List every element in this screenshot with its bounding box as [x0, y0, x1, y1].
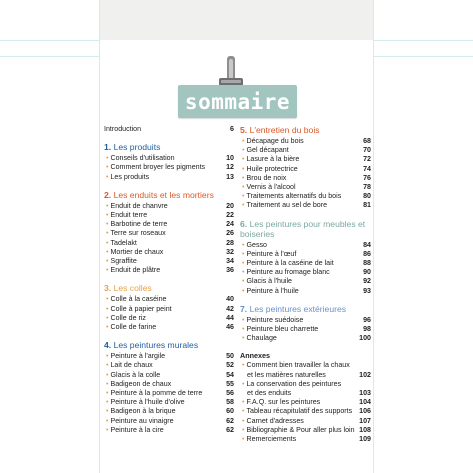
toc-entry[interactable] — [104, 305, 234, 314]
toc-entry-title: et les matières naturelles — [247, 370, 326, 379]
toc-entry[interactable] — [104, 398, 234, 407]
toc-entry[interactable] — [104, 220, 234, 229]
toc-entry[interactable] — [104, 266, 234, 275]
toc-entry[interactable] — [104, 248, 234, 257]
toc-entry[interactable] — [240, 268, 371, 277]
toc-annexes-heading[interactable]: Annexes — [240, 351, 270, 361]
toc-entry-page: 96 — [363, 315, 371, 324]
toc-entry-title: • Traitements alternatifs du bois — [242, 192, 359, 201]
toc-entry-title: • Colle à papier peint — [106, 305, 222, 314]
toc-section-title: Les peintures murales — [113, 340, 199, 351]
toc-entry-page: 107 — [359, 416, 371, 425]
toc-entry-page: 10 — [226, 154, 234, 163]
toc-entry[interactable] — [240, 165, 371, 174]
toc-section-heading[interactable] — [240, 219, 371, 239]
toc-entry[interactable] — [104, 257, 234, 266]
toc-entry-title: • Peinture à la cire — [106, 426, 222, 435]
sommaire-banner — [178, 85, 297, 118]
toc-entry-page: 72 — [363, 155, 371, 164]
toc-entry-page: 42 — [226, 304, 234, 313]
toc-entry-page: 6 — [230, 125, 234, 133]
toc-entry-title: • Carnet d'adresses — [242, 417, 359, 426]
toc-section-heading[interactable] — [104, 142, 234, 152]
toc-entry[interactable] — [240, 334, 371, 343]
toc-section-heading[interactable] — [104, 283, 234, 293]
toc-entry-page: 80 — [363, 192, 371, 201]
toc-entry-page: 52 — [226, 361, 234, 370]
toc-entry-page: 103 — [359, 389, 371, 398]
toc-section-number: 3. — [104, 283, 114, 294]
toc-entry[interactable] — [104, 154, 234, 163]
sommaire-title: sommaire — [184, 89, 291, 114]
toc-entry-title: • Colle de farine — [106, 323, 222, 332]
toc-entry[interactable] — [240, 316, 371, 325]
toc-entry-title: • Décapage du bois — [242, 137, 359, 146]
toc-entry[interactable] — [240, 174, 371, 183]
toc-section-number: 4. — [104, 340, 114, 351]
toc-section-title: Les enduits et les mortiers — [113, 189, 214, 200]
toc-entry[interactable] — [240, 380, 371, 389]
toc-entry[interactable] — [104, 314, 234, 323]
toc-entry[interactable] — [104, 371, 234, 380]
toc-entry-page: 40 — [226, 295, 234, 304]
toc-entry[interactable] — [240, 201, 371, 210]
toc-entry-page: 50 — [226, 352, 234, 361]
toc-entry-page: 106 — [359, 407, 371, 416]
toc-entry-title: • Peinture au vinaigre — [106, 417, 222, 426]
toc-entry-title: • Colle de riz — [106, 314, 222, 323]
toc-entry[interactable] — [104, 389, 234, 398]
toc-entry-title: • Chaulage — [242, 334, 359, 343]
toc-entry-title: • Traitement au sel de bore — [242, 201, 359, 210]
toc-entry[interactable] — [240, 259, 371, 268]
toc-entry-page: 93 — [363, 286, 371, 295]
toc-entry-page: 98 — [363, 325, 371, 334]
toc-entry[interactable] — [240, 192, 371, 201]
toc-entry-title: • Bibliographie & Pour aller plus loin — [242, 426, 359, 435]
toc-entry-title: • Vernis à l'alcool — [242, 183, 359, 192]
toc-entry-title: • Lait de chaux — [106, 361, 222, 370]
toc-entry[interactable] — [104, 239, 234, 248]
toc-entry-title: • F.A.Q. sur les peintures — [242, 398, 359, 407]
toc-entry[interactable] — [240, 325, 371, 334]
toc-entry[interactable] — [104, 295, 234, 304]
toc-entry-title: • Enduit terre — [106, 211, 222, 220]
toc-entry-title: • Huile protectrice — [242, 165, 359, 174]
toc-entry-page: 62 — [226, 425, 234, 434]
toc-section-number: 5. — [240, 125, 250, 135]
layout-guide-right — [373, 0, 374, 473]
toc-entry[interactable] — [240, 183, 371, 192]
toc-entry-page: 44 — [226, 313, 234, 322]
page-top-band — [100, 0, 373, 40]
toc-entry-title: • Barbotine de terre — [106, 220, 222, 229]
toc-entry-title: et des enduits — [247, 389, 292, 398]
toc-entry-page: 76 — [363, 173, 371, 182]
toc-entry[interactable] — [104, 173, 234, 182]
toc-entry[interactable] — [104, 323, 234, 332]
toc-entry-title: • Peinture suédoise — [242, 316, 359, 325]
toc-entry-page: 86 — [363, 249, 371, 258]
toc-entry[interactable] — [240, 146, 371, 155]
toc-entry[interactable] — [240, 389, 371, 398]
toc-left-column — [104, 125, 234, 435]
toc-entry[interactable] — [240, 250, 371, 259]
toc-entry-title: • Peinture à l'œuf — [242, 250, 359, 259]
toc-entry-title: • Conseils d'utilisation — [106, 154, 222, 163]
toc-entry-page: 12 — [226, 163, 234, 172]
toc-entry-page: 108 — [359, 425, 371, 434]
toc-entry-page: 55 — [226, 379, 234, 388]
toc-right-column — [240, 125, 371, 444]
toc-section-title: Les produits — [113, 142, 161, 153]
toc-entry-title: • Glacis à l'huile — [242, 277, 359, 286]
toc-entry[interactable] — [240, 426, 371, 435]
toc-entry-page: 54 — [226, 370, 234, 379]
toc-entry-page: 92 — [363, 277, 371, 286]
toc-section-title: Les peintures pour meubles et boiseries — [240, 218, 366, 239]
toc-entry-title: • Enduit de plâtre — [106, 266, 222, 275]
toc-entry[interactable] — [240, 407, 371, 416]
toc-section-heading[interactable] — [104, 340, 234, 350]
toc-entry-page: 81 — [363, 201, 371, 210]
toc-entry-page: 26 — [226, 229, 234, 238]
toc-entry-page: 34 — [226, 257, 234, 266]
toc-entry[interactable] — [240, 287, 371, 296]
toc-entry[interactable] — [240, 241, 371, 250]
toc-entry-page: 24 — [226, 220, 234, 229]
toc-entry-page: 102 — [359, 370, 371, 379]
toc-entry-title: • Gel décapant — [242, 146, 359, 155]
toc-entry-title: • Glacis à la colle — [106, 371, 222, 380]
toc-entry-title: • Peinture à l'argile — [106, 352, 222, 361]
toc-entry-title: • Remerciements — [242, 435, 359, 444]
toc-section-number: 7. — [240, 303, 250, 314]
toc-entry-title: • Tableau récapitulatif des supports — [242, 407, 359, 416]
toc-entry[interactable] — [104, 202, 234, 211]
toc-entry[interactable] — [240, 435, 371, 444]
toc-entry-title: • Comment bien travailler la chaux — [242, 361, 359, 370]
toc-entry-title: • Badigeon de chaux — [106, 380, 222, 389]
toc-entry-page: 58 — [226, 398, 234, 407]
toc-introduction[interactable] — [104, 125, 234, 134]
toc-entry-title: • Colle à la caséine — [106, 295, 222, 304]
toc-entry-title: • Peinture à la pomme de terre — [106, 389, 222, 398]
toc-entry[interactable] — [104, 211, 234, 220]
toc-entry-page: 22 — [226, 211, 234, 220]
toc-entry-title: • Enduit de chanvre — [106, 202, 222, 211]
toc-entry-page: 13 — [226, 172, 234, 181]
toc-entry-page: 62 — [226, 416, 234, 425]
toc-entry[interactable] — [240, 417, 371, 426]
toc-entry-page: 100 — [359, 334, 371, 343]
toc-entry-page: 28 — [226, 238, 234, 247]
toc-entry-title: • Peinture à la caséine de lait — [242, 259, 359, 268]
toc-entry-title: • Badigeon à la brique — [106, 407, 222, 416]
toc-entry[interactable] — [104, 380, 234, 389]
toc-entry-title: • Peinture à l'huile — [242, 287, 359, 296]
toc-entry-page: 46 — [226, 323, 234, 332]
toc-entry[interactable] — [104, 426, 234, 435]
toc-entry[interactable] — [240, 277, 371, 286]
toc-entry-page: 68 — [363, 137, 371, 145]
toc-entry-page: 88 — [363, 259, 371, 268]
toc-entry-title: • Sgraffite — [106, 257, 222, 266]
toc-entry-page: 60 — [226, 407, 234, 416]
toc-entry-title: • Brou de noix — [242, 174, 359, 183]
toc-entry-title: • Comment broyer les pigments — [106, 163, 222, 172]
toc-entry[interactable] — [240, 155, 371, 164]
toc-section-heading[interactable] — [240, 304, 371, 314]
toc-entry-title: • Tadelakt — [106, 239, 222, 248]
toc-entry-page: 78 — [363, 183, 371, 192]
toc-entry-title: • Peinture au fromage blanc — [242, 268, 359, 277]
toc-entry[interactable] — [240, 137, 371, 146]
toc-entry-page: 56 — [226, 389, 234, 398]
toc-entry-title: • Peinture bleu charrette — [242, 325, 359, 334]
toc-section-heading[interactable] — [240, 125, 371, 135]
toc-entry[interactable] — [104, 361, 234, 370]
toc-entry[interactable] — [240, 361, 371, 370]
toc-section-number: 1. — [104, 142, 114, 153]
toc-entry-title: • Peinture à l'huile d'olive — [106, 398, 222, 407]
toc-entry-page: 20 — [226, 201, 234, 210]
toc-entry-page: 104 — [359, 398, 371, 407]
toc-entry-title: • La conservation des peintures — [242, 380, 359, 389]
toc-entry-title: • Mortier de chaux — [106, 248, 222, 257]
toc-entry[interactable] — [104, 417, 234, 426]
toc-section-number: 6. — [240, 218, 250, 229]
toc-entry[interactable] — [104, 352, 234, 361]
toc-section-number: 2. — [104, 189, 114, 200]
toc-section-title: L'entretien du bois — [249, 125, 320, 135]
toc-entry[interactable] — [240, 398, 371, 407]
toc-entry[interactable] — [104, 229, 234, 238]
toc-entry-title: • Terre sur roseaux — [106, 229, 222, 238]
toc-entry[interactable] — [104, 407, 234, 416]
toc-entry[interactable] — [104, 163, 234, 172]
toc-entry-title: • Gesso — [242, 241, 359, 250]
toc-entry-page: 84 — [363, 240, 371, 249]
toc-entry-page: 74 — [363, 164, 371, 173]
toc-entry-title: • Lasure à la bière — [242, 155, 359, 164]
toc-entry-page: 32 — [226, 247, 234, 256]
toc-section-heading[interactable] — [104, 190, 234, 200]
toc-entry-title: Introduction — [104, 125, 142, 133]
toc-entry-page: 70 — [363, 146, 371, 155]
toc-entry-title: • Les produits — [106, 173, 222, 182]
toc-entry-page: 36 — [226, 266, 234, 275]
toc-section-title: Les peintures extérieures — [249, 303, 347, 314]
toc-entry[interactable] — [240, 371, 371, 380]
toc-entry-page: 109 — [359, 435, 371, 444]
toc-section-title: Les colles — [113, 283, 152, 294]
toc-entry-page: 90 — [363, 268, 371, 277]
